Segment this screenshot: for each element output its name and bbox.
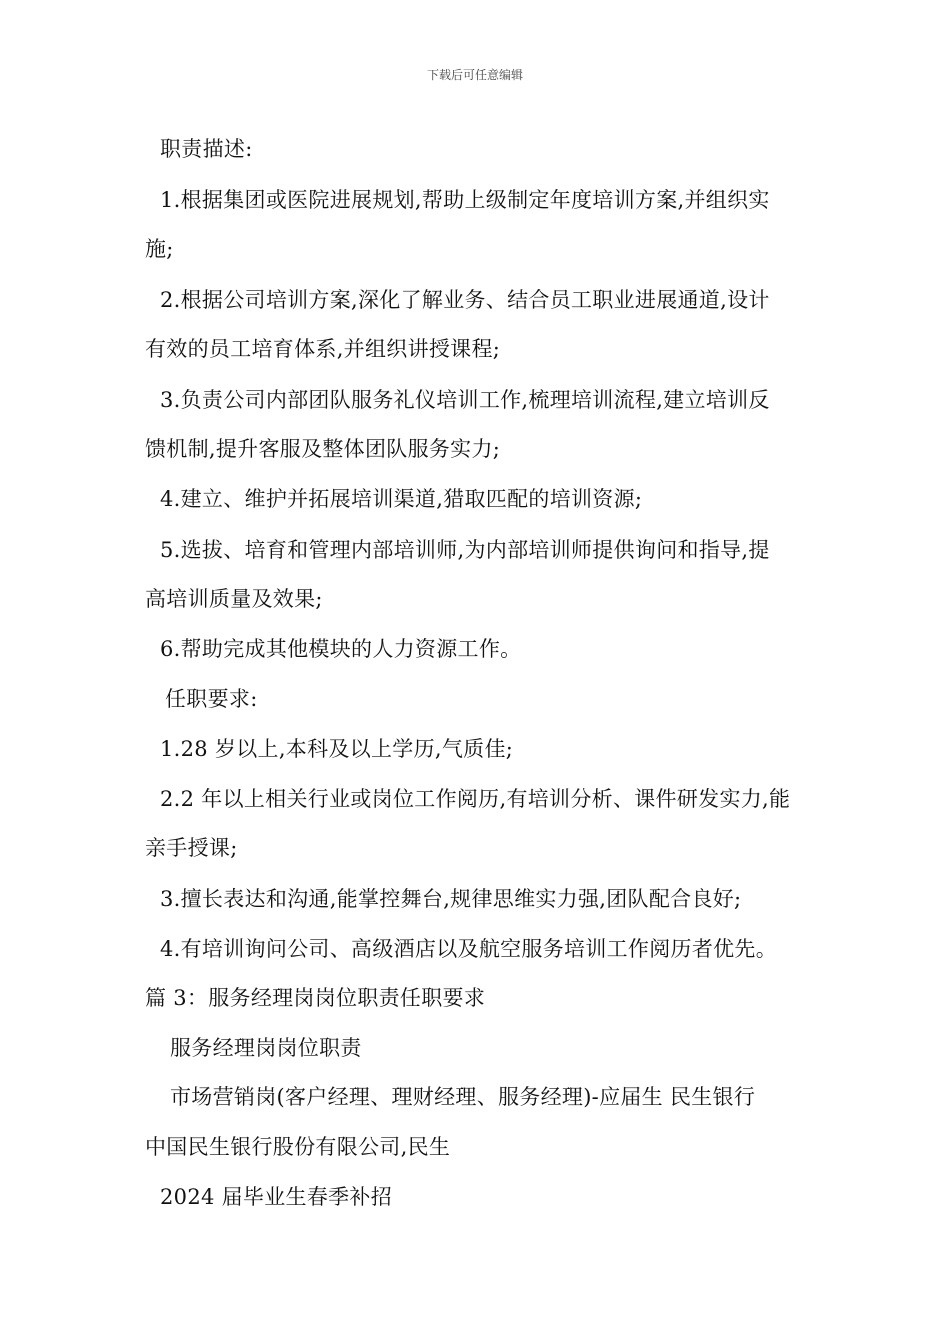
duty-item-3: 3.负责公司内部团队服务礼仪培训工作,梳理培训流程,建立培训反	[160, 388, 770, 412]
section-title: 篇 3：服务经理岗岗位职责任职要求	[145, 986, 486, 1010]
duty-item-2-continued: 有效的员工培育体系,并组织讲授课程;	[145, 337, 501, 361]
requirements-heading: 任职要求:	[165, 687, 258, 711]
duty-item-5-continued: 高培训质量及效果;	[145, 587, 323, 611]
header-note: 下载后可任意编辑	[426, 68, 523, 82]
duty-item-1-continued: 施;	[145, 237, 174, 261]
duties-heading: 职责描述:	[160, 137, 253, 161]
job-posting-line-1: 市场营销岗(客户经理、理财经理、服务经理)-应届生 民生银行	[170, 1085, 756, 1109]
section-subtitle: 服务经理岗岗位职责	[170, 1036, 362, 1060]
duty-item-5: 5.选拔、培育和管理内部培训师,为内部培训师提供询问和指导,提	[160, 538, 770, 562]
duty-item-2: 2.根据公司培训方案,深化了解业务、结合员工职业进展通道,设计	[160, 288, 770, 312]
requirement-item-2-continued: 亲手授课;	[145, 836, 238, 860]
duty-item-4: 4.建立、维护并拓展培训渠道,猎取匹配的培训资源;	[160, 487, 643, 511]
job-posting-line-3: 2024 届毕业生春季补招	[160, 1185, 393, 1209]
duty-item-6: 6.帮助完成其他模块的人力资源工作。	[160, 637, 522, 661]
requirement-item-1: 1.28 岁以上,本科及以上学历,气质佳;	[160, 737, 514, 761]
job-posting-line-2: 中国民生银行股份有限公司,民生	[145, 1135, 451, 1159]
duty-item-3-continued: 馈机制,提升客服及整体团队服务实力;	[145, 437, 501, 461]
requirement-item-3: 3.擅长表达和沟通,能掌控舞台,规律思维实力强,团队配合良好;	[160, 887, 742, 911]
requirement-item-2: 2.2 年以上相关行业或岗位工作阅历,有培训分析、课件研发实力,能	[160, 787, 791, 811]
duty-item-1: 1.根据集团或医院进展规划,帮助上级制定年度培训方案,并组织实	[160, 188, 770, 212]
requirement-item-4: 4.有培训询问公司、高级酒店以及航空服务培训工作阅历者优先。	[160, 937, 778, 961]
